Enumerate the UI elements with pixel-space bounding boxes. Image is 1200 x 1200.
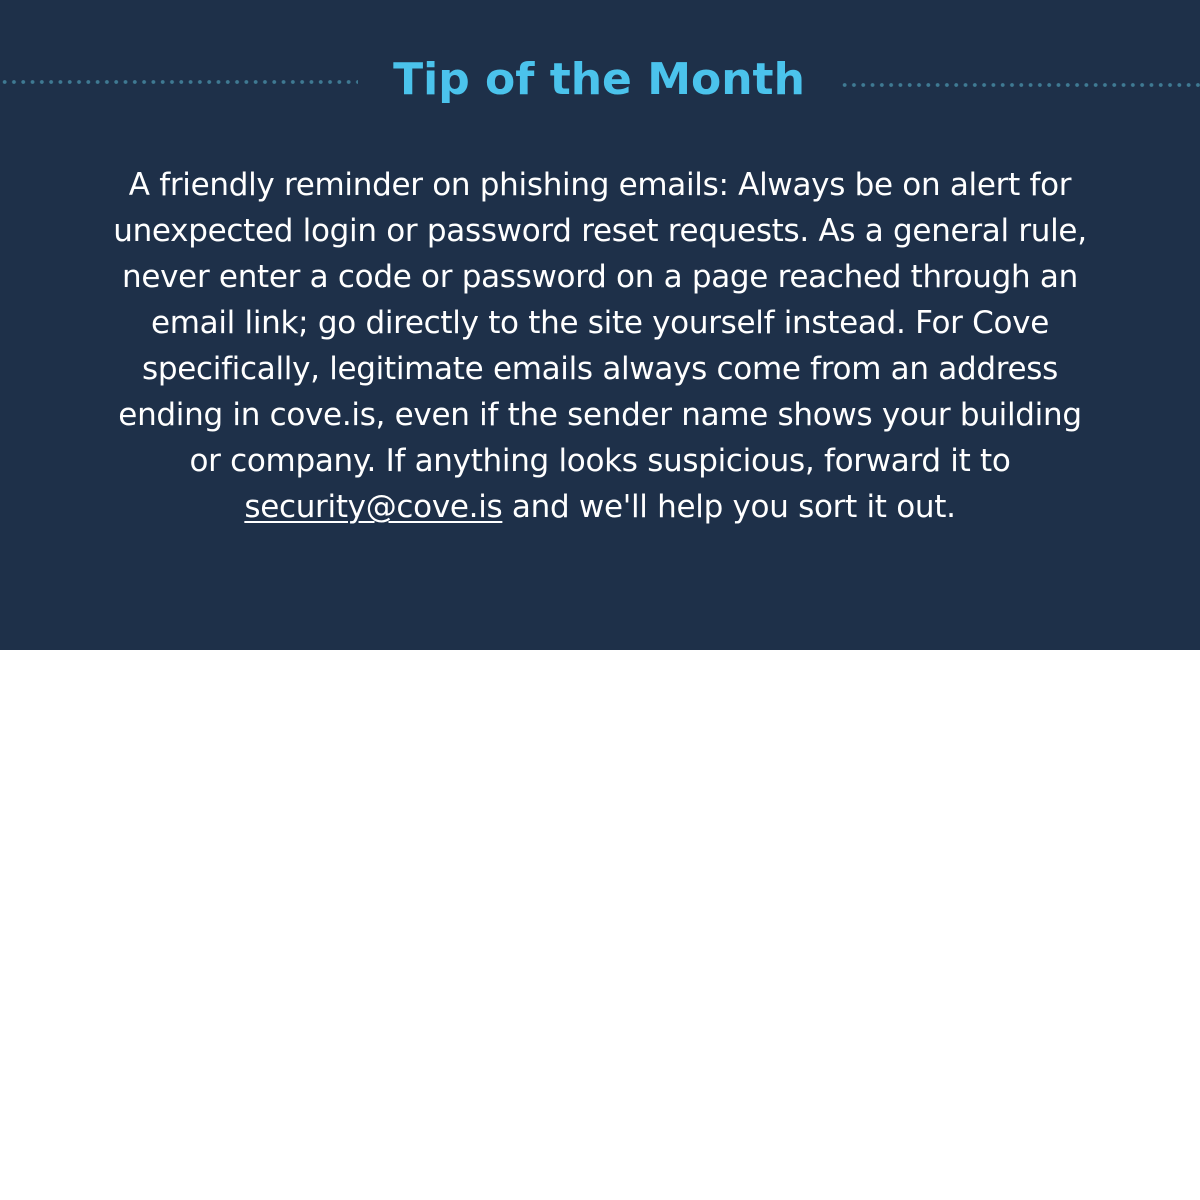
tip-body-line: email link; go directly to the site yourself instead. For Cove [150,305,1049,341]
tip-body-line: or company. If anything looks suspicious, forward it to [189,443,1011,479]
tip-body-line: specifically, legitimate emails always come from an address [142,351,1058,387]
tip-body-line: A friendly reminder on phishing emails: Always be on alert for [128,167,1072,203]
tip-body-line: never enter a code or password on a page reached through an [122,259,1078,295]
tip-body [80,162,1120,530]
tip-closing-text: and we'll help you sort it out. [502,489,956,525]
dotted-divider-right [840,82,1200,88]
dotted-divider-left [0,79,358,85]
tip-body-last-line [80,484,1120,530]
tip-title: Tip of the Month [393,54,805,105]
tip-body-line: unexpected login or password reset requests. As a general rule, [113,213,1087,249]
security-email-link[interactable]: security@cove.is [244,489,503,525]
tip-body-line: ending in cove.is, even if the sender name shows your building [118,397,1082,433]
